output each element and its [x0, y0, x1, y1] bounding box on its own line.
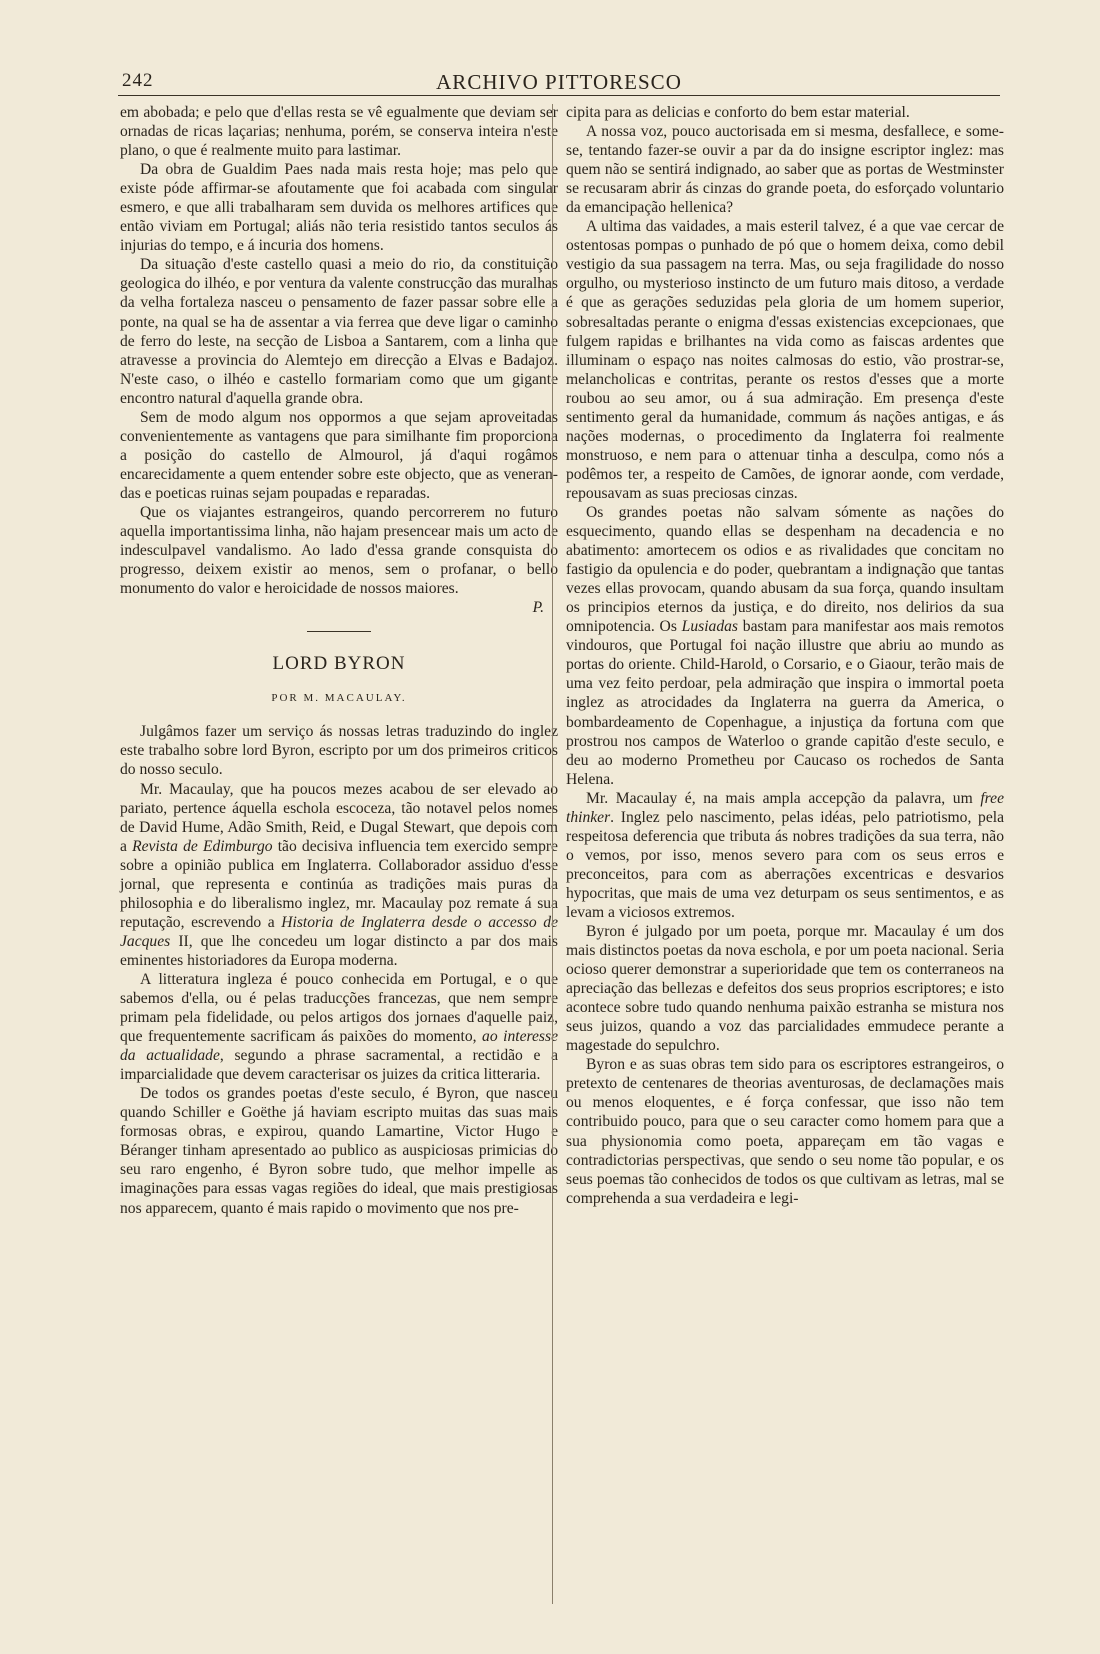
- paragraph: [120, 780, 558, 970]
- section-divider: [307, 631, 371, 632]
- text-run: A litteratura ingleza é pouco conhecida em Portugal, e o que sabemos d'ella, ou é pelas traducções francezas, que nem sempre primam pela fidelidade, ou pelos artigos dos jornaes d'aquelle paiz, que frequentemente sacrificam ás paixões do momento,: [120, 970, 558, 1046]
- paragraph: Da situação d'este castello quasi a meio do rio, da constituição geologica do ilhéo, e por ventura da valente construcção das muralhas da velha fortaleza nasceu o pensamento de fazer passar sobre elle a ponte, na qual se ha de assentar a via ferrea que deve ligar o caminho de ferro do leste, na secção de Lisboa a Santarem, com a linha que atravesse a provincia do Alemtejo em direcção a Elvas e Badajoz. N'este caso, o ilhéo e castello formariam como que um gigante encontro natural d'aquella grande obra.: [120, 256, 558, 407]
- journal-title: ARCHIVO PITTORESCO: [436, 70, 682, 94]
- paragraph: De todos os grandes poetas d'este seculo, é Byron, que nasceu quando Schiller e Goëthe já haviam escripto muitas das suas mais formosas obras, e expirou, quando Lamartine, Victor Hugo e Béranger tinham apresentado ao publico as auspiciosas primicias do seu raro engenho, é Byron sobre tudo, que melhor impelle as imaginações para essas vagas regiões do ideal, que mais prestigiosas nos apparecem, quanto é mais rapido o movimento que nos pre-: [120, 1085, 558, 1217]
- italic-phrase: ao interesse da actualidade: [120, 1028, 558, 1065]
- italic-phrase: free thinker: [566, 789, 1004, 826]
- text-run: Mr. Macaulay, que ha poucos mezes acabou de ser elevado ao pariato, pertence áquella eschola escoceza, tão notavel pelos nomes de David Hume, Adão Smith, Reid, e Dugal Stewart, que depois com a: [120, 780, 558, 855]
- right-column: [566, 103, 1004, 1208]
- text-run: bastam para manifestar aos mais remotos vindouros, que Portugal foi nação illustre que abriu ao mundo as portas do oriente. Child-Harold, o Corsario, e o Giaour, terão mais de uma vez feito perdoar, pela admiração que inspira o immortal poeta inglez as atrocidades da Inglaterra na guerra da America, o bombardeamento de Copenhague, a injustiça da fortuna com que prostrou nos campos de Waterloo o grande capitão d'este seculo, e deu ao moderno Prometheu por Caucaso os rochedos de Santa Helena.: [566, 618, 1004, 788]
- paragraph: Byron é julgado por um poeta, porque mr. Macaulay é um dos mais distinctos poetas da nova eschola, e por um poeta nacional. Seria ocioso querer demonstrar a superioridade que tem os conterraneos na apreciação das bellezas e defeitos dos seus proprios escriptores; e isto acontece sobre tudo quando nenhuma paixão estranha se mistura nos seus juizos, quando a voz das parcialidades emmudece perante a magestade do sepulchro.: [566, 923, 1004, 1055]
- paragraph: Byron e as suas obras tem sido para os escriptores estrangeiros, o pretexto de centenares de theorias aventurosas, de declamações mais ou menos eloquentes, e é força confessar, que isso não tem contribuido pouco, para que o seu caracter como homem para que a sua physionomia como poeta, appareçam em tão vagas e contradictorias perspectivas, que sendo o seu nome tão popular, e os seus poemas tão conhecidos de todos os que cultivam as letras, mal se comprehenda a sua verdadeira e legi-: [566, 1056, 1004, 1207]
- page-number: 242: [122, 70, 154, 91]
- paragraph: Sem de modo algum nos oppormos a que sejam aproveitadas convenientemente as vantagens que para similhante fim proporciona a posição do castello de Almourol, já d'aqui rogâmos encarecidamente a quem entender sobre este objecto, que as veneran-das e poeticas ruinas sejam poupadas e reparadas.: [120, 408, 558, 502]
- text-run: Os grandes poetas não salvam sómente as nações do esquecimento, quando ellas se despenham na decadencia e no abatimento: amortecem os odios e as rivalidades que concitam no fastigio da opulencia e do poder, quebrantam a indignação que tantas vezes ellas provocam, quando abusam da sua força, quando insultam os principios eternos da justiça, e do direito, nos delirios da sua omnipotencia. Os: [566, 503, 1004, 636]
- section-title: LORD BYRON: [272, 653, 406, 675]
- text-run: Mr. Macaulay é, na mais ampla accepção da palavra, um: [586, 789, 981, 807]
- paragraph: em abobada; e pelo que d'ellas resta se vê egualmente que deviam ser ornadas de ricas laçarias; nenhuma, porém, se conserva inteira n'este plano, o que é realmente muito para lastimar.: [120, 104, 558, 160]
- page-header: [118, 64, 1000, 96]
- text-run: tão decisiva influencia tem exercido sempre sobre a opinião publica em Inglaterra. Collaborador assiduo d'esse jornal, que representa e continúa as tradições mais puras da philosophia e do liberalismo inglez, mr. Macaulay poz remate á sua reputação, escrevendo a: [120, 837, 558, 931]
- column-divider: [552, 104, 553, 1604]
- text-run: II, que lhe concedeu um logar distincto a par dos mais eminentes historiadores da Europa moderna.: [120, 932, 558, 969]
- italic-title: Lusiadas: [681, 618, 739, 636]
- paragraph: Que os viajantes estrangeiros, quando percorrerem no futuro aquella importantissima linha, não hajam presencear mais um acto de indesculpavel vandalismo. Ao lado d'essa grande consquista do progresso, deixem existir ao menos, sem o profanar, o bello monumento do valor e heroicidade de nossos maiores.: [120, 503, 558, 598]
- paragraph: Julgâmos fazer um serviço ás nossas letras traduzindo do inglez este trabalho sobre lord Byron, escripto por um dos primeiros criticos do nosso seculo.: [120, 723, 558, 779]
- text-run: . Inglez pelo nascimento, pelas idéas, pelo patriotismo, pela respeitosa deferencia que tributa ás nobres tradições da sua terra, não o vemos, por isso, menos severo para com os seus erros e preconceitos, para com as aberrações excentricas e desvarios hypocritas, que mais de uma vez deturpam os seus sentimentos, e as levam a viciosos extremos.: [566, 808, 1004, 921]
- paragraph: [566, 503, 1004, 789]
- paragraph: A ultima das vaidades, a mais esteril talvez, é a que vae cercar de ostentosas pompas o punhado de pó que o homem deixa, como debil vestigio da sua passagem na terra. Mas, ou seja fragilidade do nosso orgulho, ou mysterioso instincto de um futuro mais ditoso, a verdade é que as gerações seduzidas pela gloria de um homem superior, sobresaltadas perante o enigma d'essas existencias excepcionaes, que fulgem rapidas e brilhantes na vida como as faiscas ardentes que illuminam o espaço nas noites calmosas do estio, vão prostrar-se, melancholicas e contritas, perante os restos d'esses que a morte roubou ao seu amor, ou á sua admiração. Em presença d'este sentimento geral da humanidade, commum ás nações antigas, e ás nações modernas, o procedimento da Inglaterra foi realmente monstruoso, e nem para o attenuar tinha a desculpa, como nós a podêmos ter, a respeito de Camões, de ignorar aonde, com verdade, repousavam as suas preciosas cinzas.: [566, 218, 1004, 502]
- header-rule: [118, 95, 1000, 96]
- italic-title: Historia de Inglaterra desde o accesso de Jacques: [120, 913, 559, 950]
- left-column: [120, 103, 558, 1218]
- paragraph: A nossa voz, pouco auctorisada em si mesma, desfallece, e some-se, tentando fazer-se ouvir a par da do insigne escriptor inglez: mas quem não se sentirá indignado, ao saber que as portas de Westminster se recusaram abrir ás cinzas do grande poeta, do esforçado voluntario da emancipação hellenica?: [566, 123, 1004, 217]
- text-run: , segundo a phrase sacramental, a rectidão e a imparcialidade que devem caracterisar os juizes da critica litteraria.: [120, 1047, 559, 1084]
- paragraph: Da obra de Gualdim Paes nada mais resta hoje; mas pelo que existe póde affirmar-se afoutamente que foi acabada com singular esmero, e que alli trabalharam sem duvida os melhores artifices que então viviam em Portugal; aliás não teria resistido tantos seculos ás injurias do tempo, e á incuria dos homens.: [120, 161, 558, 255]
- paragraph: [566, 789, 1004, 922]
- section-byline: POR M. MACAULAY.: [271, 692, 407, 705]
- paragraph: cipita para as delicias e conforto do bem estar material.: [566, 104, 910, 121]
- italic-title: Revista de Edimburgo: [132, 837, 273, 855]
- author-signature: P.: [532, 599, 544, 617]
- paragraph: [120, 970, 558, 1084]
